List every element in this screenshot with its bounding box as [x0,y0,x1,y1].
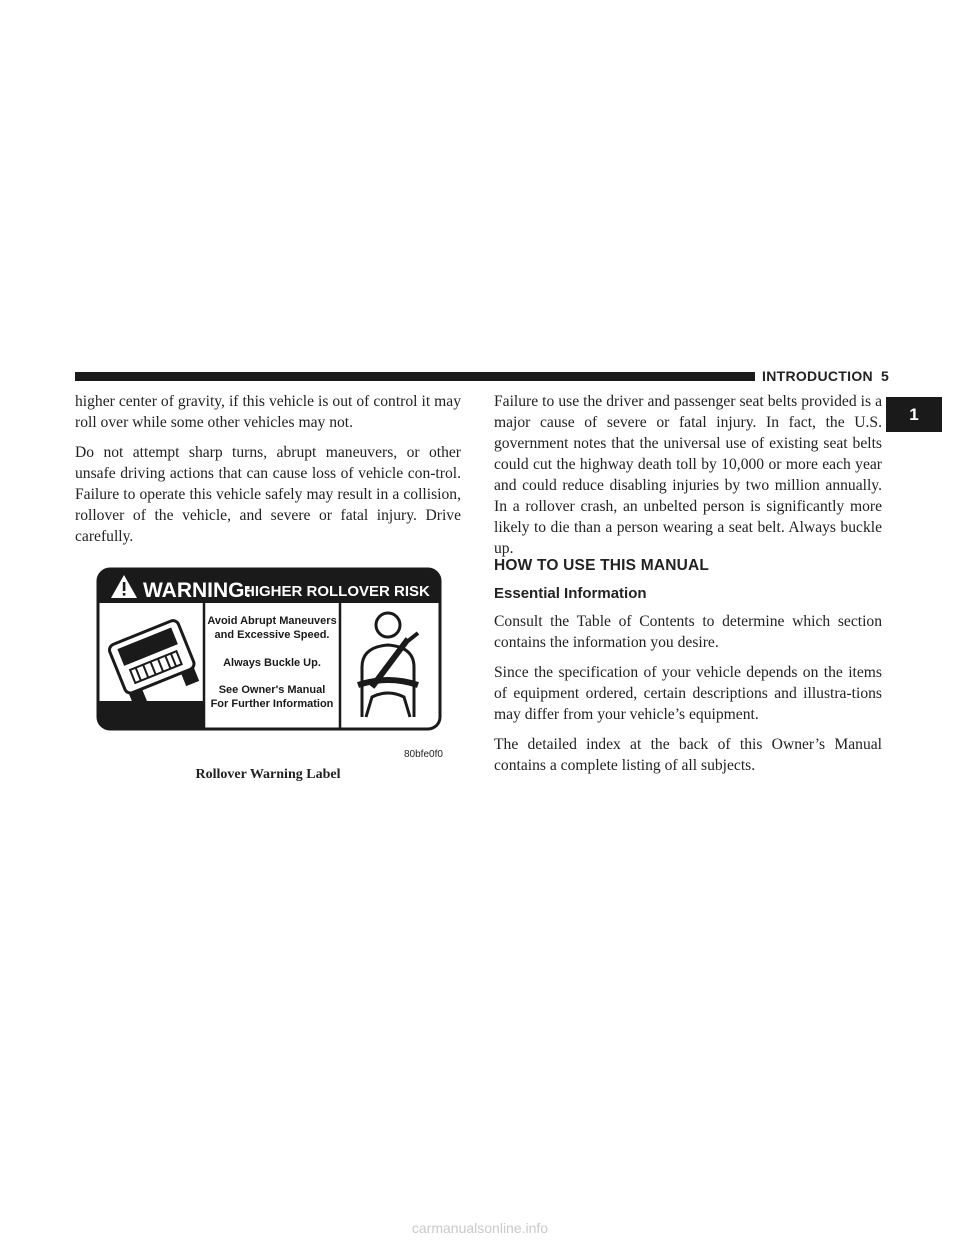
header-rule [75,372,755,381]
watermark: carmanualsonline.info [411,1220,549,1236]
paragraph: Failure to use the driver and passenger seat belts provided is a major cause of severe or fatal injury. In fact, the U.S. government notes that the universal use of existing seat belts could cut the highway death toll by 10,000 or more each year and could reduce disabling injuries by two million annually. In a rollover crash, an unbelted person is significantly more likely to die than a person wearing a seat belt. Always buckle up. [494,393,882,557]
label-line-3: Always Buckle Up. [223,657,321,669]
running-header [762,368,889,384]
chapter-tab: 1 [886,397,942,432]
paragraph: higher center of gravity, if this vehicle is out of control it may roll over while some other vehicles may not. [75,393,461,431]
header-section: INTRODUCTION [762,368,873,384]
paragraph: Since the specification of your vehicle depends on the items of equipment ordered, certain descriptions and illustra-tions may differ from your vehicle’s equipment. [494,664,882,723]
right-column [494,391,882,568]
figure-caption: Rollover Warning Label [195,767,341,782]
label-line-5: For Further Information [210,698,334,710]
left-column [75,391,461,556]
risk-text: HIGHER ROLLOVER RISK [244,583,430,600]
right-column-body [494,611,882,785]
figure-code: 80bfe0f0 [404,749,443,760]
warning-word: WARNING: [143,579,252,602]
label-line-4: See Owner's Manual [218,684,326,696]
page-number: 5 [880,368,890,384]
label-line-1: Avoid Abrupt Maneuvers [207,615,337,627]
paragraph: Do not attempt sharp turns, abrupt maneuvers, or other unsafe driving actions that can cause loss of vehicle con-trol. Failure to operate this vehicle safely may result in a collision, rollover of the vehicle, and severe or fatal injury. Drive carefully. [75,444,461,545]
subheading: Essential Information [494,585,647,602]
paragraph: Consult the Table of Contents to determine which section contains the information you desire. [494,613,882,651]
label-line-2: and Excessive Speed. [214,629,330,641]
rollover-warning-label-figure [96,567,442,731]
section-heading: HOW TO USE THIS MANUAL [494,557,710,574]
paragraph: The detailed index at the back of this Owner’s Manual contains a complete listing of all subjects. [494,736,882,774]
